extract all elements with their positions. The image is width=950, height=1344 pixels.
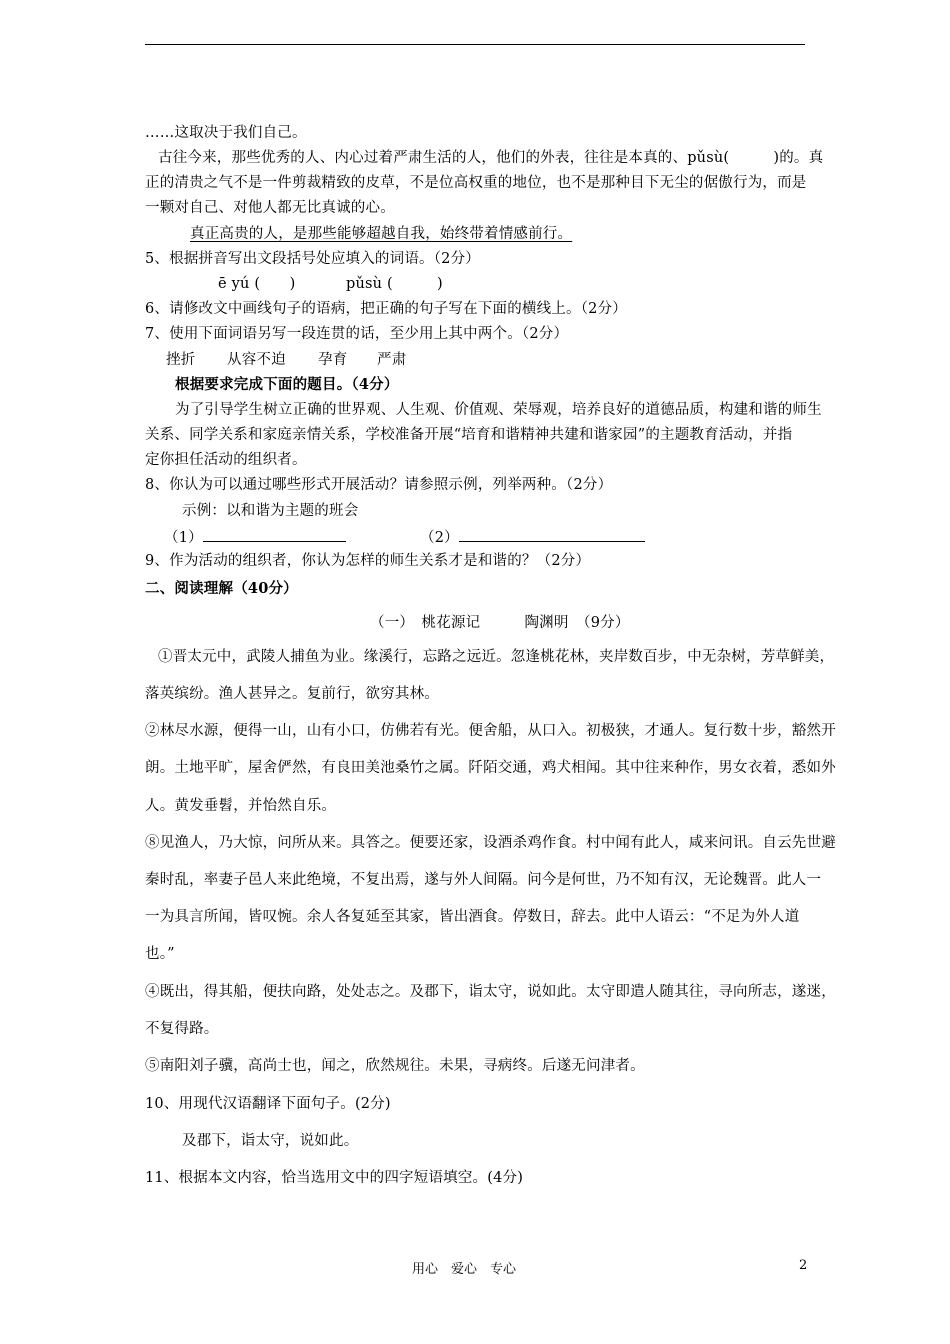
article-paragraph-4: 不复得路。 — [145, 1021, 219, 1037]
page-number: 2 — [799, 1258, 808, 1273]
task-text: 为了引导学生树立正确的世界观、人生观、价值观、荣辱观，培养良好的道德品质，构建和谐的师生 — [175, 402, 822, 418]
article-paragraph-2: ②林尽水源，便得一山，山有小口，仿佛若有光。便舍船，从口入。初极狭，才通人。复行数十步，豁然开 — [145, 723, 836, 739]
question-9: 9、作为活动的组织者，你认为怎样的师生关系才是和谐的？（2分） — [145, 553, 591, 569]
example-text: 示例：以和谐为主题的班会 — [182, 503, 359, 519]
article-paragraph-4: ④既出，得其船，便扶向路，处处志之。及郡下，诣太守，说如此。太守即遣人随其往，寻向所志，遂迷， — [145, 984, 836, 1000]
question-5: 5、根据拼音写出文段括号处应填入的词语。（2分） — [145, 251, 480, 267]
passage-line: 一颗对自己、对他人都无比真诚的心。 — [145, 200, 395, 216]
word-option: 严肃 — [377, 352, 407, 368]
answer-blank-1: （1） — [164, 527, 346, 547]
article-paragraph-3: ⑧见渔人，乃大惊，问所从来。具答之。便要还家，设酒杀鸡作食。村中闻有此人，咸来问讯。自云先世避 — [145, 835, 836, 851]
word-option: 挫折 — [166, 352, 196, 368]
pinyin-blank-2: pǔsù ( ) — [346, 276, 443, 292]
article-title: （一） 桃花源记 陶渊明 （9分） — [370, 615, 630, 631]
question-10: 10、用现代汉语翻译下面句子。(2分) — [145, 1096, 391, 1112]
word-option: 从容不迫 — [227, 352, 286, 368]
passage-line: 正的清贵之气不是一件剪裁精致的皮草，不是位高权重的地位，也不是那种目下无尘的倨傲行为，而是 — [145, 175, 807, 191]
article-paragraph-1: ①晋太元中，武陵人捕鱼为业。缘溪行，忘路之远近。忽逢桃花林，夹岸数百步，中无杂树，芳草鲜美， — [158, 649, 835, 665]
pinyin-blank-1: ē yú ( ) — [218, 276, 296, 292]
article-paragraph-2: 人。黄发垂髫，并怡然自乐。 — [145, 798, 337, 814]
article-paragraph-5: ⑤南阳刘子骥，高尚士也，闻之，欣然规往。未果，寻病终。后遂无问津者。 — [145, 1058, 645, 1074]
footer-motto: 用心 爱心 专心 — [412, 1262, 517, 1277]
article-paragraph-3: 秦时乱，率妻子邑人来此绝境，不复出焉，遂与外人间隔。问今是何世，乃不知有汉，无论魏晋。此人一 — [145, 872, 822, 888]
answer-blank-2: （2） — [420, 527, 645, 547]
question-6: 6、请修改文中画线句子的语病，把正确的句子写在下面的横线上。（2分） — [145, 301, 627, 317]
question-7: 7、使用下面词语另写一段连贯的话，至少用上其中两个。（2分） — [145, 326, 569, 342]
header-rule — [145, 44, 805, 45]
article-paragraph-3: 一为具言所闻，皆叹惋。余人各复延至其家，皆出酒食。停数日，辞去。此中人语云：“不足为外人道 — [145, 909, 800, 925]
word-option: 孕育 — [318, 352, 348, 368]
task-text: 关系、同学关系和家庭亲情关系，学校准备开展“培育和谐精神共建和谐家园”的主题教育活动，并指 — [145, 427, 793, 443]
passage-line: ……这取决于我们自己。 — [145, 125, 307, 141]
translate-sentence: 及郡下，诣太守，说如此。 — [182, 1133, 359, 1149]
section-heading: 二、阅读理解（40分） — [145, 580, 298, 597]
question-8: 8、你认为可以通过哪些形式开展活动？请参照示例，列举两种。（2分） — [145, 477, 613, 493]
task-title: 根据要求完成下面的题目。（4分） — [175, 376, 399, 393]
question-11: 11、根据本文内容，恰当选用文中的四字短语填空。(4分) — [145, 1170, 524, 1186]
article-paragraph-1: 落英缤纷。渔人甚异之。复前行，欲穷其林。 — [145, 686, 439, 702]
passage-line: 古往今来，那些优秀的人、内心过着严肃生活的人，他们的外表，往往是本真的、pǔsù( )的。真 — [158, 150, 824, 166]
underlined-sentence: 真正高贵的人，是那些能够超越自我，始终带着情感前行。 — [190, 226, 573, 242]
article-paragraph-3: 也。” — [145, 946, 175, 962]
task-text: 定你担任活动的组织者。 — [145, 452, 307, 468]
article-paragraph-2: 朗。土地平旷，屋舍俨然，有良田美池桑竹之属。阡陌交通，鸡犬相闻。其中往来种作，男女衣着，悉如外 — [145, 760, 836, 776]
